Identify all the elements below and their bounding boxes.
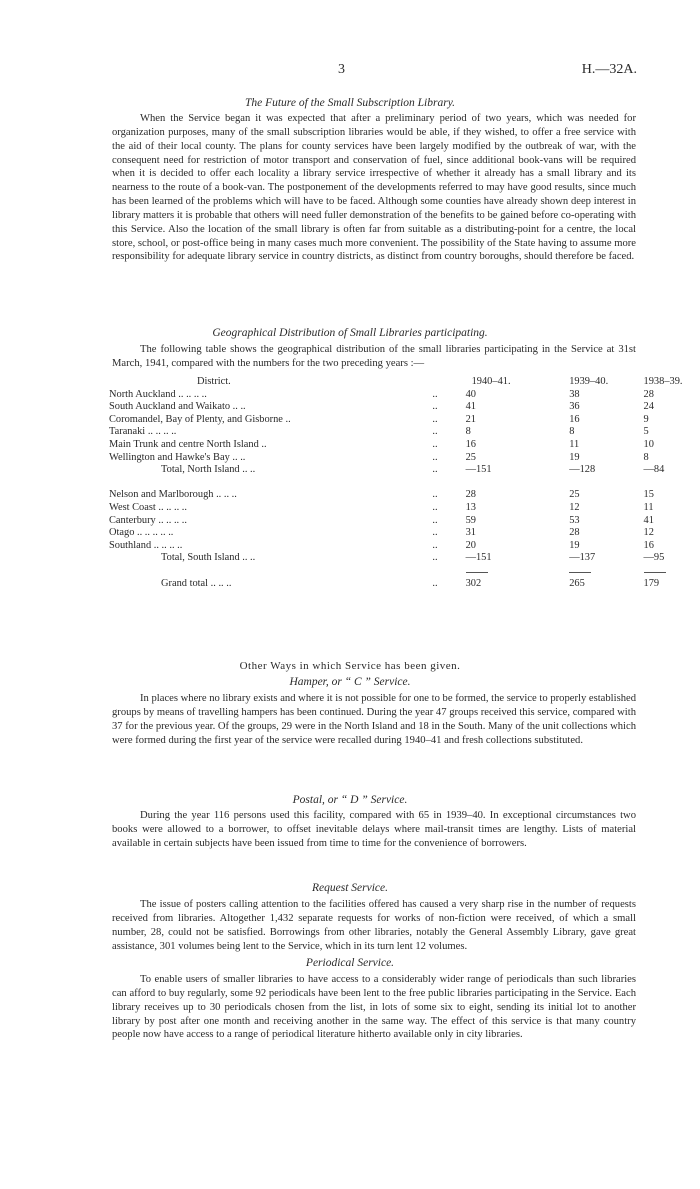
paragraph-future-library: When the Service began it was expected that after a preliminary period of two years, which was needed for organization purposes, many of the small subscription libraries would be able, if they wished, to offer a free service with the aid of their local county. The plans for county services have been largely modified by the outbreak of war, with the consequent need for restriction of motor transport and conservation of fuel, since additional book-vans will be required when it is decided to offer each locality a library service irrespective of whether it already has a small library and its nearness to the route of a book-van. The postponement of the developments referred to may have good results, since much has been learned of the problems which will have to be faced. Although some counties have already shown deep interest in library matters it is probable that others will need fuller demonstration of the benefits to be gained before co-operating with this Service. Also the location of the small library is often far from suitable as a distributing-point for a centre, the local store, school, or post-office being in many cases much more convenient. The possibility of the State having to assume more responsibility for adequate library service in country districts, as distinct from country boroughs, should therefore be faced. — [112, 113, 636, 263]
district-name: Coromandel, Bay of Plenty, and Gisborne .. — [109, 413, 291, 425]
table-row: Southland .. .. .. .. .. 20 19 16 — [109, 539, 654, 551]
table-row: Canterbury .. .. .. .. .. 59 53 41 — [109, 514, 654, 526]
heading-geographical-distribution: Geographical Distribution of Small Libraries participating. — [212, 327, 488, 339]
district-name: Nelson and Marlborough .. .. .. — [109, 489, 237, 501]
table-total-row-north: Total, North Island .. .. .. —151 —128 —84 — [161, 464, 665, 476]
heading-request-service: Request Service. — [312, 882, 388, 894]
heading-postal-service: Postal, or “ D ” Service. — [292, 794, 408, 806]
paragraph-periodical-service: To enable users of smaller libraries to have access to a considerably wider range of periodicals than such libraries can afford to buy regularly, some 92 periodicals have been lent to the free public libraries participating in the Service. Each library receives up to 30 periodicals chosen from the list, in lots of some six to eight, sending its initial lot to another library by post after one month and receiving another in the same way. The effect of this service is that many country people now have access to a range of periodical literature hitherto available only in city libraries. — [112, 974, 636, 1041]
district-name: Canterbury .. .. .. .. — [109, 514, 187, 526]
table-row: Taranaki .. .. .. .. .. 8 8 5 — [109, 426, 649, 438]
table-grand-total-row: Grand total .. .. .. .. 302 265 179 — [161, 577, 660, 589]
column-header-1939-40: 1939–40. — [569, 376, 609, 387]
table-row: Otago .. .. .. .. .. .. 31 28 12 — [109, 527, 654, 539]
document-reference: H.—32A. — [581, 62, 637, 77]
heading-hamper-service: Hamper, or “ C ” Service. — [289, 676, 411, 688]
table-row: North Auckland .. .. .. .. .. 40 38 28 — [109, 388, 654, 400]
paragraph-postal-service: During the year 116 persons used this facility, compared with 65 in 1939–40. In exceptional circumstances two books were allowed to a borrower, to offset inevitable delays where mail-transit times are lengthy. Lists of material available in certain subjects have been issued from time to time for the convenience of borrowers. — [112, 810, 636, 849]
table-row: West Coast .. .. .. .. .. 13 12 11 — [109, 501, 654, 513]
table-row: Wellington and Hawke's Bay .. .. .. 25 19 8 — [109, 451, 649, 463]
district-name: Otago .. .. .. .. .. — [109, 527, 174, 539]
table-header-row — [109, 376, 700, 389]
table-underline-row — [109, 565, 700, 578]
table-row: South Auckland and Waikato .. .. .. 41 36 24 — [109, 401, 654, 413]
district-name: Southland .. .. .. .. — [109, 539, 183, 551]
heading-periodical-service: Periodical Service. — [305, 957, 395, 969]
paragraph-hamper-service: In places where no library exists and where it is not possible for one to be formed, the service to properly established groups by means of travelling hampers has been continued. During the year 47 groups received this service, compared with 37 for the previous year. Of the groups, 29 were in the North Island and 18 in the South. Many of the unit collections which were formed during the first year of the service were recalled during 1940–41 and fresh collections substituted. — [112, 693, 636, 746]
table-total-row-south: Total, South Island .. .. .. —151 —137 —95 — [161, 552, 665, 564]
district-name: West Coast .. .. .. .. — [109, 501, 187, 513]
table-row: Main Trunk and centre North Island .. .. 16 11 10 — [109, 438, 654, 450]
table-row: Coromandel, Bay of Plenty, and Gisborne .. .. 21 16 9 — [109, 413, 649, 425]
paragraph-request-service: The issue of posters calling attention to the facilities offered has caused a very sharp rise in the number of requests received from libraries. Altogether 1,432 separate requests for works of non-fiction were received, of which a small number, 28, could not be satisfied. Borrowings from other libraries, notably the General Assembly Library, gave great assistance, 301 volumes being lent to the Service, which in its turn lent 12 volumes. — [112, 899, 636, 952]
district-name: Wellington and Hawke's Bay .. .. — [109, 451, 246, 463]
heading-other-ways: Other Ways in which Service has been given. — [239, 660, 461, 672]
column-header-1940-41: 1940–41. — [471, 376, 511, 387]
district-name: South Auckland and Waikato .. .. — [109, 401, 246, 413]
page-header — [0, 62, 700, 82]
column-header-district: District. — [197, 376, 231, 387]
heading-future-library: The Future of the Small Subscription Library. — [244, 97, 456, 109]
paragraph-geographical-distribution: The following table shows the geographical distribution of the small libraries participating in the Service at 31st March, 1941, compared with the numbers for the two preceding years :— — [112, 344, 636, 369]
column-header-1938-39: 1938–39. — [643, 376, 683, 387]
district-name: Main Trunk and centre North Island .. — [109, 438, 267, 450]
table-row: Nelson and Marlborough .. .. .. .. 28 25 15 — [109, 489, 654, 501]
district-name: North Auckland .. .. .. .. — [109, 388, 207, 400]
page-number: 3 — [338, 62, 345, 77]
district-name: Taranaki .. .. .. .. — [109, 426, 177, 438]
distribution-table — [109, 376, 700, 590]
